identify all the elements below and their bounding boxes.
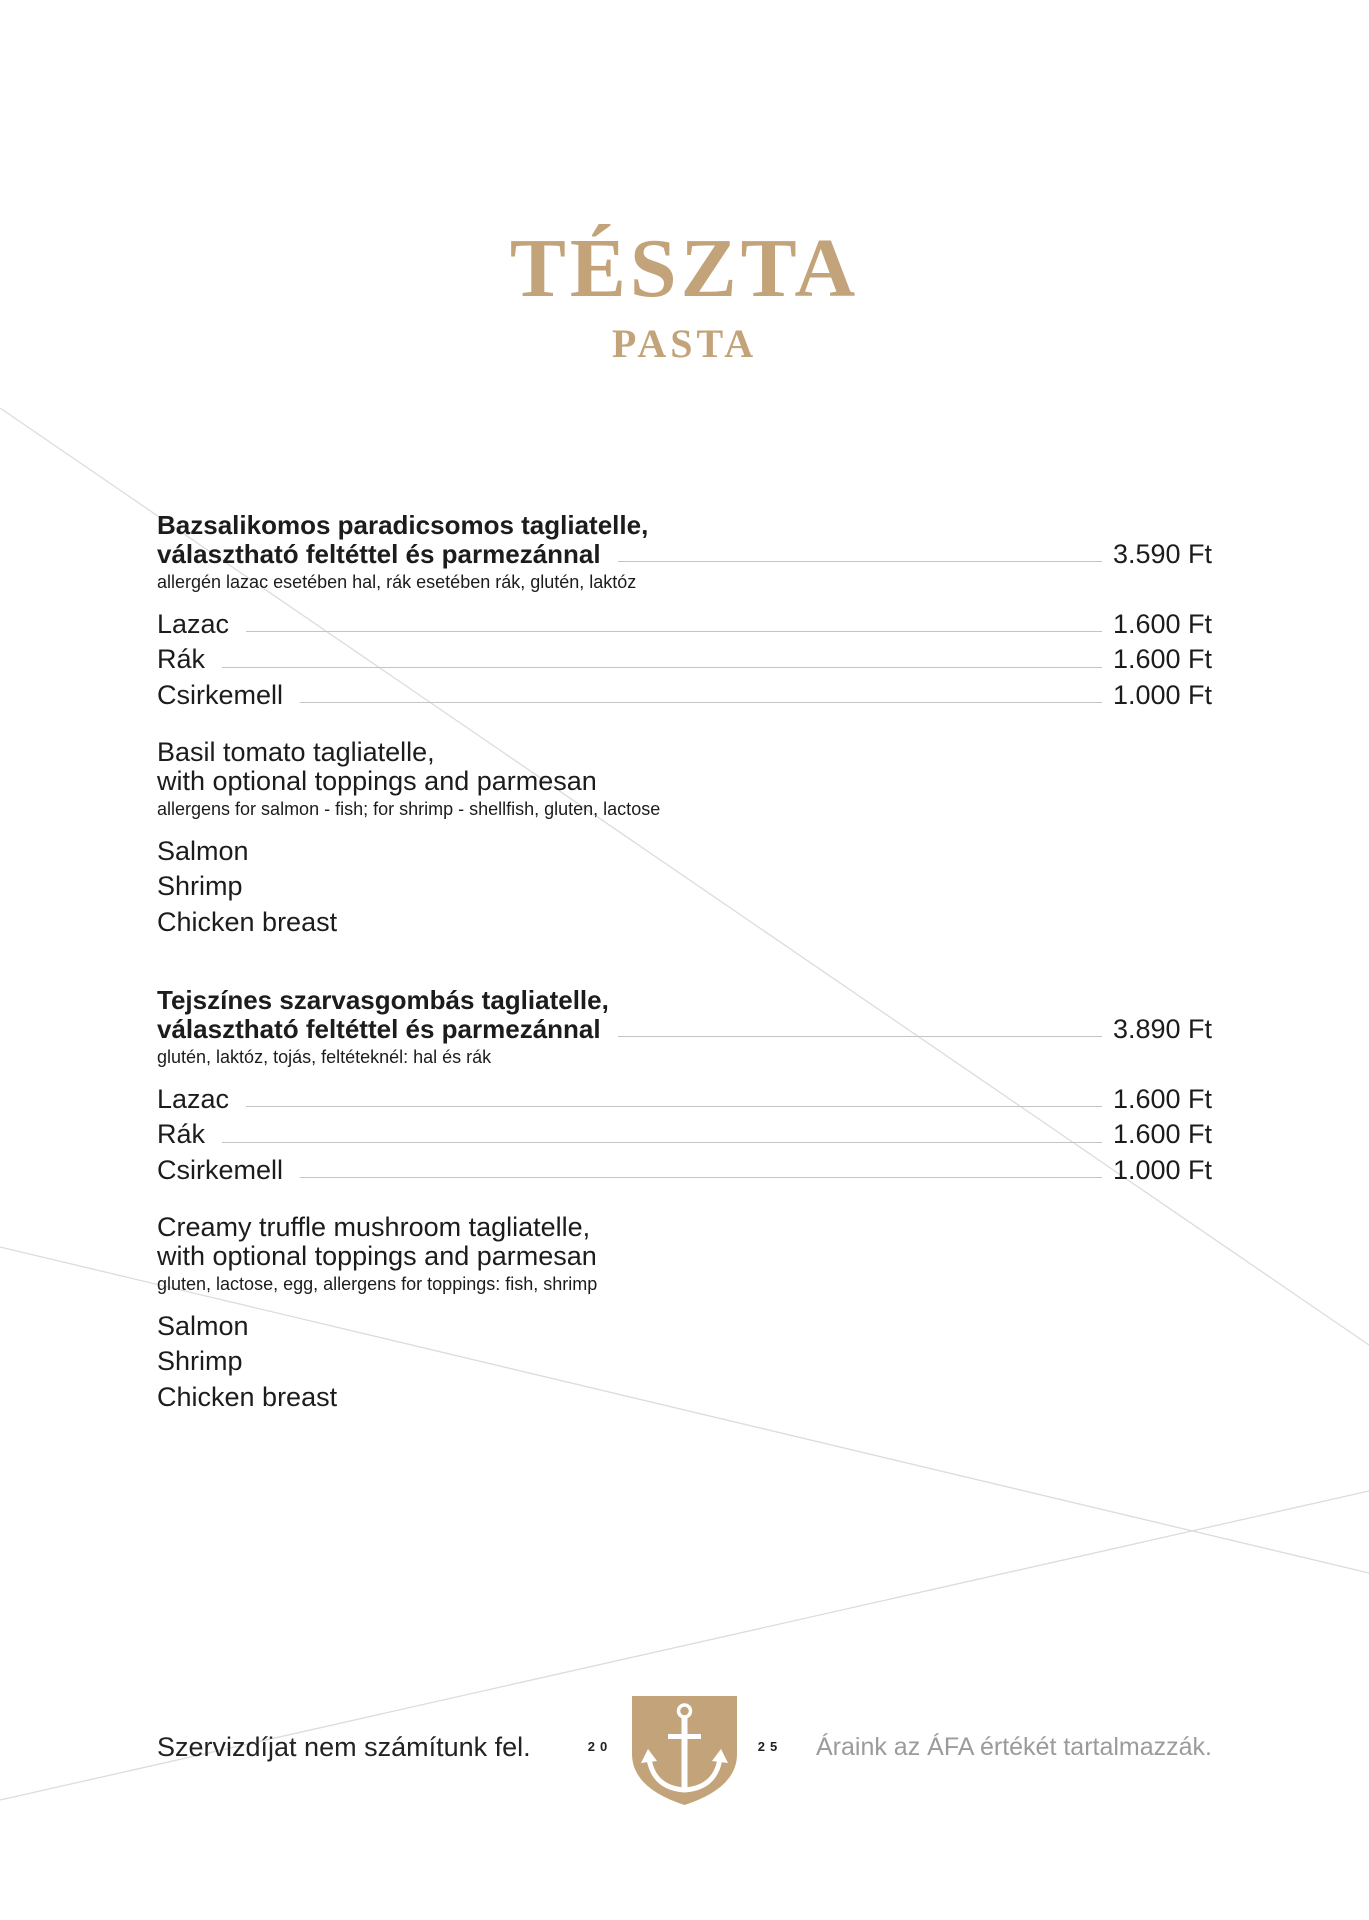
page-title: TÉSZTA (509, 222, 860, 315)
topping-row (157, 607, 1212, 643)
dish-name-en-line2: with optional toppings and parmesan (157, 1240, 597, 1271)
footer-service-note: Szervizdíjat nem számítunk fel. (157, 1732, 531, 1762)
topping-name: Rák (157, 1119, 206, 1149)
dish-english-block (157, 1213, 1212, 1416)
dish-name-en-line1: Basil tomato tagliatelle, (157, 736, 435, 767)
dish-name-hu-line2: választható feltéttel és parmezánnal (157, 1014, 601, 1044)
topping-row (157, 1082, 1212, 1118)
anchor-shield-icon (632, 1696, 737, 1805)
page-subtitle: PASTA (611, 321, 758, 366)
dish-price-row (157, 540, 1212, 569)
topping-name: Csirkemell (157, 679, 284, 710)
leader-line (246, 1106, 1102, 1107)
topping-row (157, 642, 1212, 678)
topping-list-en (157, 1309, 1212, 1416)
anchor-shaft (682, 1717, 688, 1789)
dish-price: 3.590 Ft (1112, 539, 1212, 569)
dish-price: 3.890 Ft (1112, 1014, 1212, 1044)
dish-price-row (157, 1015, 1212, 1044)
topping-price: 1.600 Ft (1112, 644, 1212, 674)
topping-name-en: Salmon (157, 835, 249, 866)
topping-row (157, 678, 1212, 714)
leader-line (618, 1036, 1102, 1037)
anchor-crossbar (668, 1734, 701, 1739)
topping-name-en: Chicken breast (157, 1381, 338, 1412)
leader-line (222, 1142, 1102, 1143)
topping-price: 1.600 Ft (1112, 1083, 1212, 1114)
footer-year-right: 25 (757, 1739, 783, 1754)
allergen-note-en: allergens for salmon - fish; for shrimp - shellfish, gluten, lactose (157, 798, 661, 819)
leader-line (222, 667, 1102, 668)
topping-list-en (157, 834, 1212, 941)
dish-name-en-line1: Creamy truffle mushroom tagliatelle, (157, 1211, 591, 1242)
dish-name-en-line2: with optional toppings and parmesan (157, 765, 597, 796)
allergen-note-hu: glutén, laktóz, tojás, feltéteknél: hal és rák (157, 1047, 492, 1067)
leader-line (246, 631, 1102, 632)
topping-name-en: Chicken breast (157, 906, 338, 937)
topping-name: Csirkemell (157, 1154, 284, 1185)
leader-line (300, 702, 1102, 703)
dish-name-hu-line2: választható feltéttel és parmezánnal (157, 539, 601, 569)
topping-list-hu (157, 1082, 1212, 1189)
topping-list-hu (157, 607, 1212, 714)
topping-price: 1.600 Ft (1112, 1119, 1212, 1149)
topping-name: Lazac (157, 1083, 230, 1114)
topping-name: Rák (157, 644, 206, 674)
leader-line (300, 1177, 1102, 1178)
footer-year-left: 20 (587, 1739, 613, 1754)
dish-section (157, 986, 1212, 1415)
topping-name-en: Shrimp (157, 871, 243, 901)
topping-name-en: Shrimp (157, 1346, 243, 1376)
dish-name-hu-line1: Tejszínes szarvasgombás tagliatelle, (157, 985, 609, 1015)
topping-row (157, 1153, 1212, 1189)
topping-price: 1.600 Ft (1112, 608, 1212, 639)
footer-vat-note: Áraink az ÁFA értékét tartalmazzák. (816, 1733, 1212, 1761)
dish-name-hu-line1: Bazsalikomos paradicsomos tagliatelle, (157, 510, 649, 540)
topping-price: 1.000 Ft (1112, 679, 1212, 710)
topping-price: 1.000 Ft (1112, 1154, 1212, 1185)
leader-line (618, 561, 1102, 562)
allergen-note-hu: allergén lazac esetében hal, rák esetében rák, glutén, laktóz (157, 572, 637, 592)
allergen-note-en: gluten, lactose, egg, allergens for toppings: fish, shrimp (157, 1273, 598, 1294)
dish-english-block (157, 738, 1212, 941)
dish-section (157, 511, 1212, 940)
topping-name-en: Salmon (157, 1310, 249, 1341)
topping-row (157, 1117, 1212, 1153)
topping-name: Lazac (157, 608, 230, 639)
